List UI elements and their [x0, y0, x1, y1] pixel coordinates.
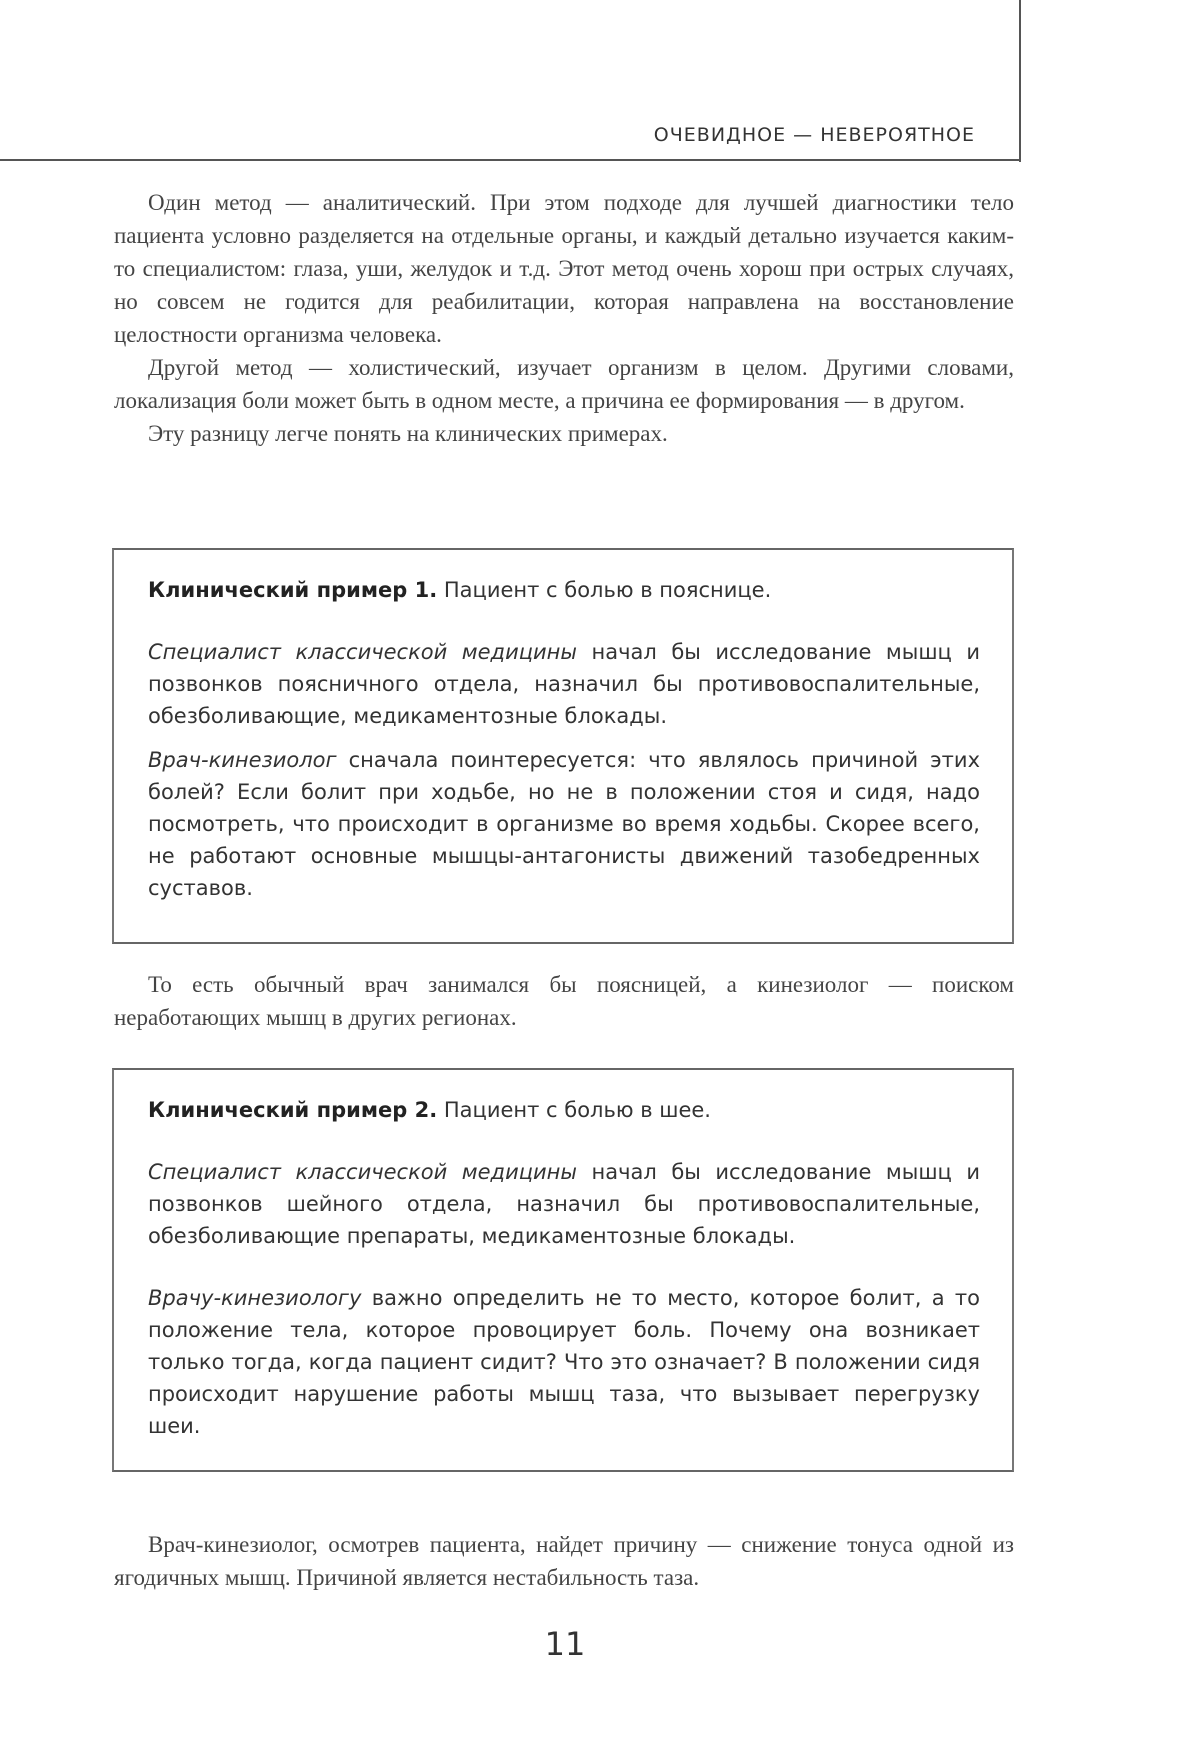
case-1-paragraph-2-text: сначала поинтересуется: что являлось причиной этих болей? Если болит при ходьбе, но не в положении стоя и сидя, надо посмотреть, что происходит в организме во время ходьбы. Скорее всего, не работают основные мышцы-антагонисты движений тазобедренных суставов.	[148, 748, 980, 900]
case-2-paragraph-2-italic: Врачу-кинезиологу	[148, 1286, 362, 1310]
page-number: 11	[544, 1625, 586, 1663]
intro-paragraph-2: Другой метод — холистический, изучает организм в целом. Другими словами, локализация боли может быть в одном месте, а причина ее формирования — в другом.	[114, 355, 1014, 413]
header-horizontal-rule	[0, 159, 1021, 161]
closing-paragraph: Врач-кинезиолог, осмотрев пациента, найдет причину — снижение тонуса одной из ягодичных мышц. Причиной является нестабильность таза.	[114, 1532, 1014, 1590]
case-2-paragraph-1-text: начал бы исследование мышц и позвонков шейного отдела, назначил бы противовоспалительные, обезболивающие препараты, медикаментозные блокады.	[148, 1160, 981, 1248]
case-2-title-rest: Пациент с болью в шее.	[437, 1098, 711, 1122]
case-2-title	[148, 1094, 980, 1126]
middle-section	[114, 968, 1014, 1034]
case-1-title	[148, 574, 980, 606]
case-1-title-bold: Клинический пример 1.	[148, 578, 438, 602]
closing-section	[114, 1528, 1014, 1594]
intro-section	[114, 186, 1014, 450]
middle-paragraph: То есть обычный врач занимался бы поясницей, а кинезиолог — поиском неработающих мышц в других регионах.	[114, 972, 1014, 1030]
case-1-paragraph-1	[148, 636, 980, 732]
intro-paragraph-3: Эту разницу легче понять на клинических примерах.	[148, 421, 668, 446]
case-box-1	[112, 548, 1014, 944]
case-2-paragraph-1-italic: Специалист классической медицины	[148, 1160, 577, 1184]
case-2-title-bold: Клинический пример 2.	[148, 1098, 438, 1122]
case-2-paragraph-1	[148, 1156, 980, 1252]
case-1-paragraph-2-italic: Врач-кинезиолог	[148, 748, 337, 772]
case-2-paragraph-2	[148, 1282, 980, 1442]
case-1-paragraph-1-italic: Специалист классической медицины	[148, 640, 577, 664]
case-1-paragraph-2	[148, 744, 980, 904]
header-vertical-rule	[1019, 0, 1021, 162]
case-2-paragraph-2-text: важно определить не то место, которое болит, а то положение тела, которое провоцирует боль. Почему она возникает только тогда, когда пациент сидит? Что это означает? В положении сидя происходит нарушение работы мышц таза, что вызывает перегрузку шеи.	[148, 1286, 980, 1438]
intro-paragraph-1: Один метод — аналитический. При этом подходе для лучшей диагностики тело пациента условно разделяется на отдельные органы, и каждый детально изучается каким-то специалистом: глаза, уши, желудок и т.д. Этот метод очень хорош при острых случаях, но совсем не годится для реабилитации, которая направлена на восстановление целостности организма человека.	[114, 190, 1014, 347]
case-1-paragraph-1-text: начал бы исследование мышц и позвонков поясничного отдела, назначил бы противовоспалительные, обезболивающие, медикаментозные блокады.	[148, 640, 981, 728]
case-box-2	[112, 1068, 1014, 1472]
case-1-title-rest: Пациент с болью в пояснице.	[437, 578, 772, 602]
running-head: ОЧЕВИДНОЕ — НЕВЕРОЯТНОЕ	[653, 124, 975, 146]
